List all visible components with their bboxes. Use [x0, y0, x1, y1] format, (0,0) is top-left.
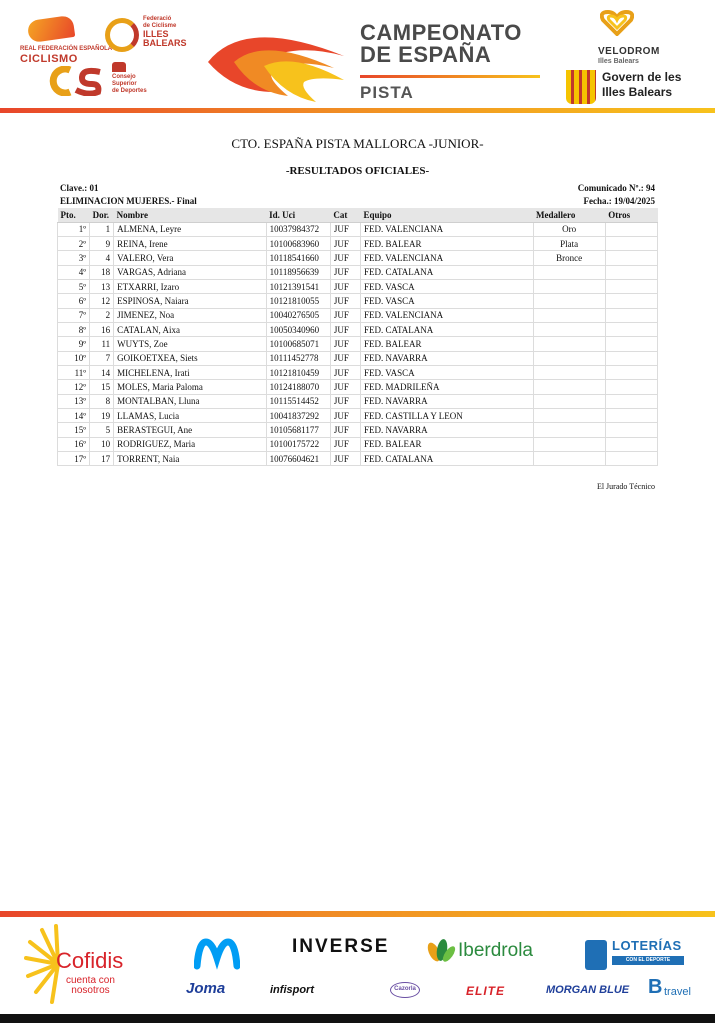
cell-pto: 7º — [58, 308, 90, 322]
cell-medallero — [533, 322, 605, 336]
btravel-b: B — [648, 976, 663, 998]
cofidis-tag-line2: nosotros — [71, 985, 110, 996]
csd-text — [112, 74, 147, 95]
title-line2: DE ESPAÑA — [360, 42, 492, 67]
cell-pto: 5º — [58, 279, 90, 293]
cell-equipo: FED. BALEAR — [360, 236, 533, 250]
document-title: CTO. ESPAÑA PISTA MALLORCA -JUNIOR- — [231, 136, 484, 151]
cell-otros — [605, 351, 657, 365]
movistar-m-icon — [194, 936, 240, 970]
cell-nombre: VALERO, Vera — [114, 251, 267, 265]
fib-line2: de Ciclisme — [143, 23, 177, 29]
cell-pto: 10º — [58, 351, 90, 365]
cell-medallero: Bronce — [533, 251, 605, 265]
csd-emblem-icon — [42, 66, 104, 96]
cell-nombre: LLAMAS, Lucia — [114, 408, 267, 422]
govern-line2: Illes Balears — [602, 85, 673, 99]
cell-medallero — [533, 279, 605, 293]
bottom-bar — [0, 1014, 715, 1023]
cell-dor: 9 — [90, 236, 114, 250]
campeonato-swoosh-icon — [204, 22, 354, 106]
cell-cat: JUF — [330, 308, 360, 322]
cell-uci: 10037984372 — [266, 222, 330, 236]
cell-medallero — [533, 351, 605, 365]
infisport-logo: infisport — [270, 984, 314, 996]
cell-cat: JUF — [330, 251, 360, 265]
cell-dor: 12 — [90, 294, 114, 308]
table-header-row — [58, 208, 658, 222]
cell-pto: 13º — [58, 394, 90, 408]
table-row — [58, 308, 658, 322]
cell-nombre: MONTALBAN, Lluna — [114, 394, 267, 408]
cell-uci: 10076604621 — [266, 452, 330, 466]
cell-nombre: MOLES, Maria Paloma — [114, 380, 267, 394]
cell-equipo: FED. NAVARRA — [360, 351, 533, 365]
cell-medallero — [533, 452, 605, 466]
cell-medallero — [533, 294, 605, 308]
velodrom-logo — [594, 8, 684, 66]
cell-uci: 10118956639 — [266, 265, 330, 279]
fib-line1: Federació — [143, 16, 172, 22]
loterias-icon — [585, 940, 607, 970]
cell-nombre: RODRIGUEZ, Maria — [114, 437, 267, 451]
cell-medallero — [533, 308, 605, 322]
results-table — [57, 208, 658, 466]
cell-nombre: REINA, Irene — [114, 236, 267, 250]
title-sub: PISTA — [360, 83, 414, 102]
cell-medallero — [533, 365, 605, 379]
crown-icon — [112, 62, 126, 72]
cell-pto: 4º — [58, 265, 90, 279]
velodrom-name: VELODROM — [598, 46, 660, 57]
rfec-logo — [20, 16, 113, 65]
cell-equipo: FED. VALENCIANA — [360, 251, 533, 265]
cell-uci: 10105681177 — [266, 423, 330, 437]
cell-dor: 19 — [90, 408, 114, 422]
cell-pto: 2º — [58, 236, 90, 250]
cell-otros — [605, 308, 657, 322]
col-header-otros: Otros — [605, 208, 657, 222]
csd-line2: Superior — [112, 81, 137, 87]
cell-otros — [605, 337, 657, 351]
csd-logo — [42, 62, 162, 104]
cell-cat: JUF — [330, 452, 360, 466]
cell-otros — [605, 365, 657, 379]
header-banner — [0, 0, 715, 112]
cell-uci: 10040276505 — [266, 308, 330, 322]
cell-nombre: ALMENA, Leyre — [114, 222, 267, 236]
cell-equipo: FED. CATALANA — [360, 265, 533, 279]
cell-equipo: FED. VALENCIANA — [360, 222, 533, 236]
cell-dor: 14 — [90, 365, 114, 379]
comunicado-label: Comunicado Nº.: 94 — [577, 183, 655, 193]
cell-equipo: FED. CATALANA — [360, 452, 533, 466]
cell-equipo: FED. VASCA — [360, 365, 533, 379]
cell-equipo: FED. VALENCIANA — [360, 308, 533, 322]
header-divider — [0, 108, 715, 113]
cell-otros — [605, 394, 657, 408]
cell-nombre: GOIKOETXEA, Siets — [114, 351, 267, 365]
jurado-tecnico: El Jurado Técnico — [596, 482, 655, 491]
document-subtitle: -RESULTADOS OFICIALES- — [285, 165, 430, 177]
cell-otros — [605, 452, 657, 466]
cell-cat: JUF — [330, 222, 360, 236]
cell-cat: JUF — [330, 322, 360, 336]
title-underline — [360, 75, 540, 78]
table-row — [58, 279, 658, 293]
table-row — [58, 408, 658, 422]
table-row — [58, 380, 658, 394]
cell-dor: 16 — [90, 322, 114, 336]
cell-otros — [605, 279, 657, 293]
cell-pto: 11º — [58, 365, 90, 379]
cell-nombre: WUYTS, Zoe — [114, 337, 267, 351]
cell-dor: 17 — [90, 452, 114, 466]
results-body — [58, 222, 658, 466]
cell-equipo: FED. NAVARRA — [360, 394, 533, 408]
cell-pto: 16º — [58, 437, 90, 451]
prueba-label: ELIMINACION MUJERES.- Final — [60, 196, 197, 206]
cell-equipo: FED. VASCA — [360, 279, 533, 293]
col-header-pto: Pto. — [58, 208, 90, 222]
table-row — [58, 423, 658, 437]
table-row — [58, 251, 658, 265]
cell-uci: 10041837292 — [266, 408, 330, 422]
govern-text — [602, 70, 681, 100]
cell-medallero — [533, 408, 605, 422]
fib-wheel-icon — [105, 18, 139, 52]
campeonato-title — [360, 22, 522, 66]
cell-nombre: VARGAS, Adriana — [114, 265, 267, 279]
cell-equipo: FED. NAVARRA — [360, 423, 533, 437]
cell-uci: 10100685071 — [266, 337, 330, 351]
cofidis-logo: Cofidis — [56, 948, 124, 973]
cell-nombre: JIMENEZ, Noa — [114, 308, 267, 322]
cell-nombre: MICHELENA, Irati — [114, 365, 267, 379]
col-header-dor: Dor. — [90, 208, 114, 222]
cell-uci: 10121810055 — [266, 294, 330, 308]
cell-dor: 10 — [90, 437, 114, 451]
govern-shield-icon — [566, 70, 596, 104]
cell-dor: 15 — [90, 380, 114, 394]
cell-cat: JUF — [330, 351, 360, 365]
cell-equipo: FED. VASCA — [360, 294, 533, 308]
col-header-cat: Cat — [330, 208, 360, 222]
table-row — [58, 294, 658, 308]
govern-line1: Govern de les — [602, 70, 682, 84]
cell-cat: JUF — [330, 380, 360, 394]
fib-text — [143, 16, 187, 48]
table-row — [58, 337, 658, 351]
cell-medallero — [533, 423, 605, 437]
col-header-equipo: Equipo — [360, 208, 533, 222]
cell-cat: JUF — [330, 337, 360, 351]
cell-cat: JUF — [330, 423, 360, 437]
btravel-logo: travel — [664, 986, 691, 998]
cell-cat: JUF — [330, 236, 360, 250]
table-row — [58, 222, 658, 236]
cazorla-logo: Cazorla — [390, 982, 420, 998]
cell-dor: 13 — [90, 279, 114, 293]
cell-uci: 10121810459 — [266, 365, 330, 379]
rfec-line2: CICLISMO — [20, 53, 78, 65]
cell-pto: 17º — [58, 452, 90, 466]
iberdrola-logo: Iberdrola — [458, 940, 533, 961]
table-row — [58, 437, 658, 451]
table-row — [58, 265, 658, 279]
table-row — [58, 236, 658, 250]
cell-dor: 18 — [90, 265, 114, 279]
cell-pto: 1º — [58, 222, 90, 236]
fib-logo — [103, 14, 187, 58]
cell-uci: 10050340960 — [266, 322, 330, 336]
cell-dor: 7 — [90, 351, 114, 365]
cell-uci: 10124188070 — [266, 380, 330, 394]
velodrom-sub: Illes Balears — [598, 58, 639, 65]
cell-otros — [605, 408, 657, 422]
cell-otros — [605, 322, 657, 336]
fecha-label: Fecha.: 19/04/2025 — [583, 196, 655, 206]
col-header-uci: Id. Uci — [266, 208, 330, 222]
cell-cat: JUF — [330, 408, 360, 422]
joma-logo: Joma — [186, 980, 226, 997]
cell-pto: 9º — [58, 337, 90, 351]
table-row — [58, 394, 658, 408]
cell-cat: JUF — [330, 394, 360, 408]
cofidis-tag-line1: cuenta con — [66, 975, 115, 986]
cell-otros — [605, 236, 657, 250]
cell-otros — [605, 265, 657, 279]
govern-logo — [566, 68, 696, 106]
col-header-nombre: Nombre — [114, 208, 267, 222]
cell-pto: 15º — [58, 423, 90, 437]
cell-uci: 10100683960 — [266, 236, 330, 250]
cell-otros — [605, 423, 657, 437]
cell-equipo: FED. CATALANA — [360, 322, 533, 336]
morgan-blue-logo: MORGAN BLUE — [546, 984, 630, 996]
cell-uci: 10121391541 — [266, 279, 330, 293]
cell-medallero: Oro — [533, 222, 605, 236]
table-row — [58, 351, 658, 365]
cell-equipo: FED. BALEAR — [360, 437, 533, 451]
cell-pto: 12º — [58, 380, 90, 394]
csd-line3: de Deportes — [112, 88, 147, 94]
rfec-line1: REAL FEDERACIÓN ESPAÑOLA — [20, 46, 113, 52]
cell-nombre: TORRENT, Naia — [114, 452, 267, 466]
cell-uci: 10115514452 — [266, 394, 330, 408]
cell-cat: JUF — [330, 365, 360, 379]
col-header-medallero: Medallero — [533, 208, 605, 222]
cell-equipo: FED. BALEAR — [360, 337, 533, 351]
cell-pto: 3º — [58, 251, 90, 265]
cell-otros — [605, 294, 657, 308]
cofidis-tagline — [66, 976, 115, 996]
cell-otros — [605, 251, 657, 265]
cell-medallero — [533, 394, 605, 408]
csd-line1: Consejo — [112, 74, 136, 80]
cell-cat: JUF — [330, 294, 360, 308]
cell-equipo: FED. MADRILEÑA — [360, 380, 533, 394]
inverse-logo: INVERSE — [292, 936, 390, 957]
cell-medallero — [533, 337, 605, 351]
cell-dor: 11 — [90, 337, 114, 351]
cell-nombre: ESPINOSA, Naiara — [114, 294, 267, 308]
cell-pto: 14º — [58, 408, 90, 422]
cell-dor: 2 — [90, 308, 114, 322]
table-row — [58, 322, 658, 336]
cell-otros — [605, 380, 657, 394]
iberdrola-leaf-icon — [424, 938, 456, 968]
cell-pto: 6º — [58, 294, 90, 308]
cell-medallero — [533, 380, 605, 394]
cell-pto: 8º — [58, 322, 90, 336]
cell-cat: JUF — [330, 437, 360, 451]
loterias-logo: LOTERÍAS — [612, 938, 682, 953]
cell-dor: 4 — [90, 251, 114, 265]
cell-medallero — [533, 437, 605, 451]
cell-uci: 10100175722 — [266, 437, 330, 451]
fib-line4: BALEARS — [143, 38, 187, 48]
fib-line3: ILLES — [143, 29, 169, 39]
cell-otros — [605, 437, 657, 451]
footer-divider — [0, 911, 715, 917]
cell-medallero — [533, 265, 605, 279]
cell-nombre: BERASTEGUI, Ane — [114, 423, 267, 437]
cell-nombre: CATALAN, Aixa — [114, 322, 267, 336]
clave-label: Clave.: 01 — [60, 183, 99, 193]
velodrom-heart-icon — [600, 10, 634, 36]
cell-uci: 10111452778 — [266, 351, 330, 365]
cell-dor: 5 — [90, 423, 114, 437]
cell-cat: JUF — [330, 279, 360, 293]
cell-dor: 8 — [90, 394, 114, 408]
cell-nombre: ETXARRI, Izaro — [114, 279, 267, 293]
cell-medallero: Plata — [533, 236, 605, 250]
cell-dor: 1 — [90, 222, 114, 236]
loterias-sub: CON EL DEPORTE — [612, 956, 684, 965]
cell-otros — [605, 222, 657, 236]
table-row — [58, 452, 658, 466]
cell-cat: JUF — [330, 265, 360, 279]
table-row — [58, 365, 658, 379]
title-line1: CAMPEONATO — [360, 20, 522, 45]
rfec-wing-icon — [27, 15, 76, 43]
cell-equipo: FED. CASTILLA Y LEON — [360, 408, 533, 422]
elite-logo: ELITE — [466, 984, 506, 998]
cell-uci: 10118541660 — [266, 251, 330, 265]
